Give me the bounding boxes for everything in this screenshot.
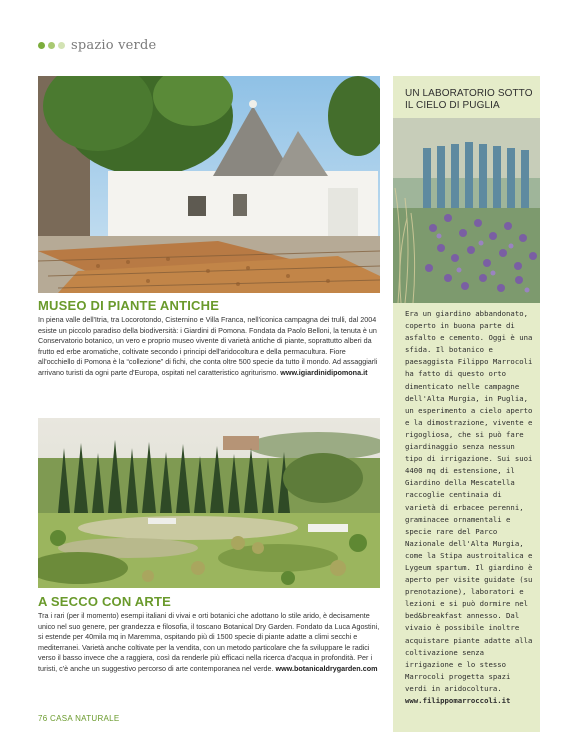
article2-text: Tra i rari (per il momento) esempi italiani di vivai e orti botanici che adottano lo stile arido, è decisamente unico nel suo genere, per grandezza e filosofia, il toscano Botanical Dry Garden. Fondato da Luca Agostini, si estende per 40mila mq in Maremma, ospitando più di 1500 specie di piante adatte a climi secchi e mediterranei. Varietà anche coltivate per la vendita, con un metodo particolare che fa sviluppare le radici verso il basso invece che a raggiera, così da renderle più efficaci nella ricerca d'acqua in profondità. Per i turisti, c'è anche un suggestivo percorso di arte contemporanea nel verde. xyxy=(38,611,380,673)
article1-title: MUSEO DI PIANTE ANTICHE xyxy=(38,298,220,313)
sidebar-text: Era un giardino abbandonato, coperto in buona parte di asfalto e cemento. Oggi è una sfida. Il botanico e paesaggista Filippo Marrocoli ha fatto di questo orto dimenticato nelle campagne dell'Alta Murgia, in Puglia, un esperimento a cielo aperto e la dimostrazione, vivente e rigogliosa, che si può fare giardinaggio senza nessun tipo di irrigazione. Sui suoi 4400 mq di estensione, il Giardino della Mescatella raccoglie centinaia di varietà di erbacee perenni, graminacee ornamentali e specie rare del Parco Nazionale dell'Alta Murgia, come la Stipa austroitalica e Lygeum spartum. Il giardino è aperto per visite guidate (su prenotazione), laboratori e lezioni e si può dormire nel bed&breakfast annesso. Dal vivaio è possibile inoltre acquistare piante adatte alla coltivazione senza irrigazione e lo stesso Marrocoli progetta spazi verdi in aridocoltura. xyxy=(405,309,533,693)
section-dots xyxy=(38,42,65,49)
sidebar-box xyxy=(393,76,540,732)
trulli-photo xyxy=(38,76,380,293)
section-dot xyxy=(48,42,55,49)
page-folio: 76 CASA NATURALE xyxy=(38,714,120,723)
sidebar-body xyxy=(405,308,535,707)
article1-text: In piena valle dell'Itria, tra Locorotondo, Cisternino e Villa Franca, nell'iconica campagna dei trulli, dal 2004 esiste un piccolo paradiso della biodiversità: i Giardini di Pomona. Fondata da Paolo Belloni, la tenuta è un Conservatorio botanico, un vero e proprio museo vivente di varietà antiche di piante, soprattutto alberi da frutto ed erbe aromatiche, coltivate secondo i principi dell'aridocoltura e della permacultura. Fiore all'occhiello di Pomona è la “collezione” di fichi, che conta oltre 500 specie da tutto il mondo. Ad assaggiarli arrivano turisti da ogni parte d'Europa, ospitati nel caratteristico agriturismo. xyxy=(38,315,378,377)
section-header xyxy=(38,38,156,53)
article2-link[interactable]: www.botanicaldrygarden.com xyxy=(275,663,378,673)
article1-link[interactable]: www.igiardinidipomona.it xyxy=(280,367,368,377)
section-title: spazio verde xyxy=(71,38,157,53)
sidebar-link[interactable]: www.filippomarroccoli.it xyxy=(405,696,511,705)
article2-title: A SECCO CON ARTE xyxy=(38,594,171,609)
lavender-garden-photo xyxy=(393,118,540,303)
article1-body xyxy=(38,315,380,379)
section-dot xyxy=(58,42,65,49)
sidebar-title: UN LABORATORIO SOTTO IL CIELO DI PUGLIA xyxy=(405,88,533,111)
section-dot xyxy=(38,42,45,49)
article2-body xyxy=(38,611,380,675)
dry-garden-photo xyxy=(38,418,380,588)
